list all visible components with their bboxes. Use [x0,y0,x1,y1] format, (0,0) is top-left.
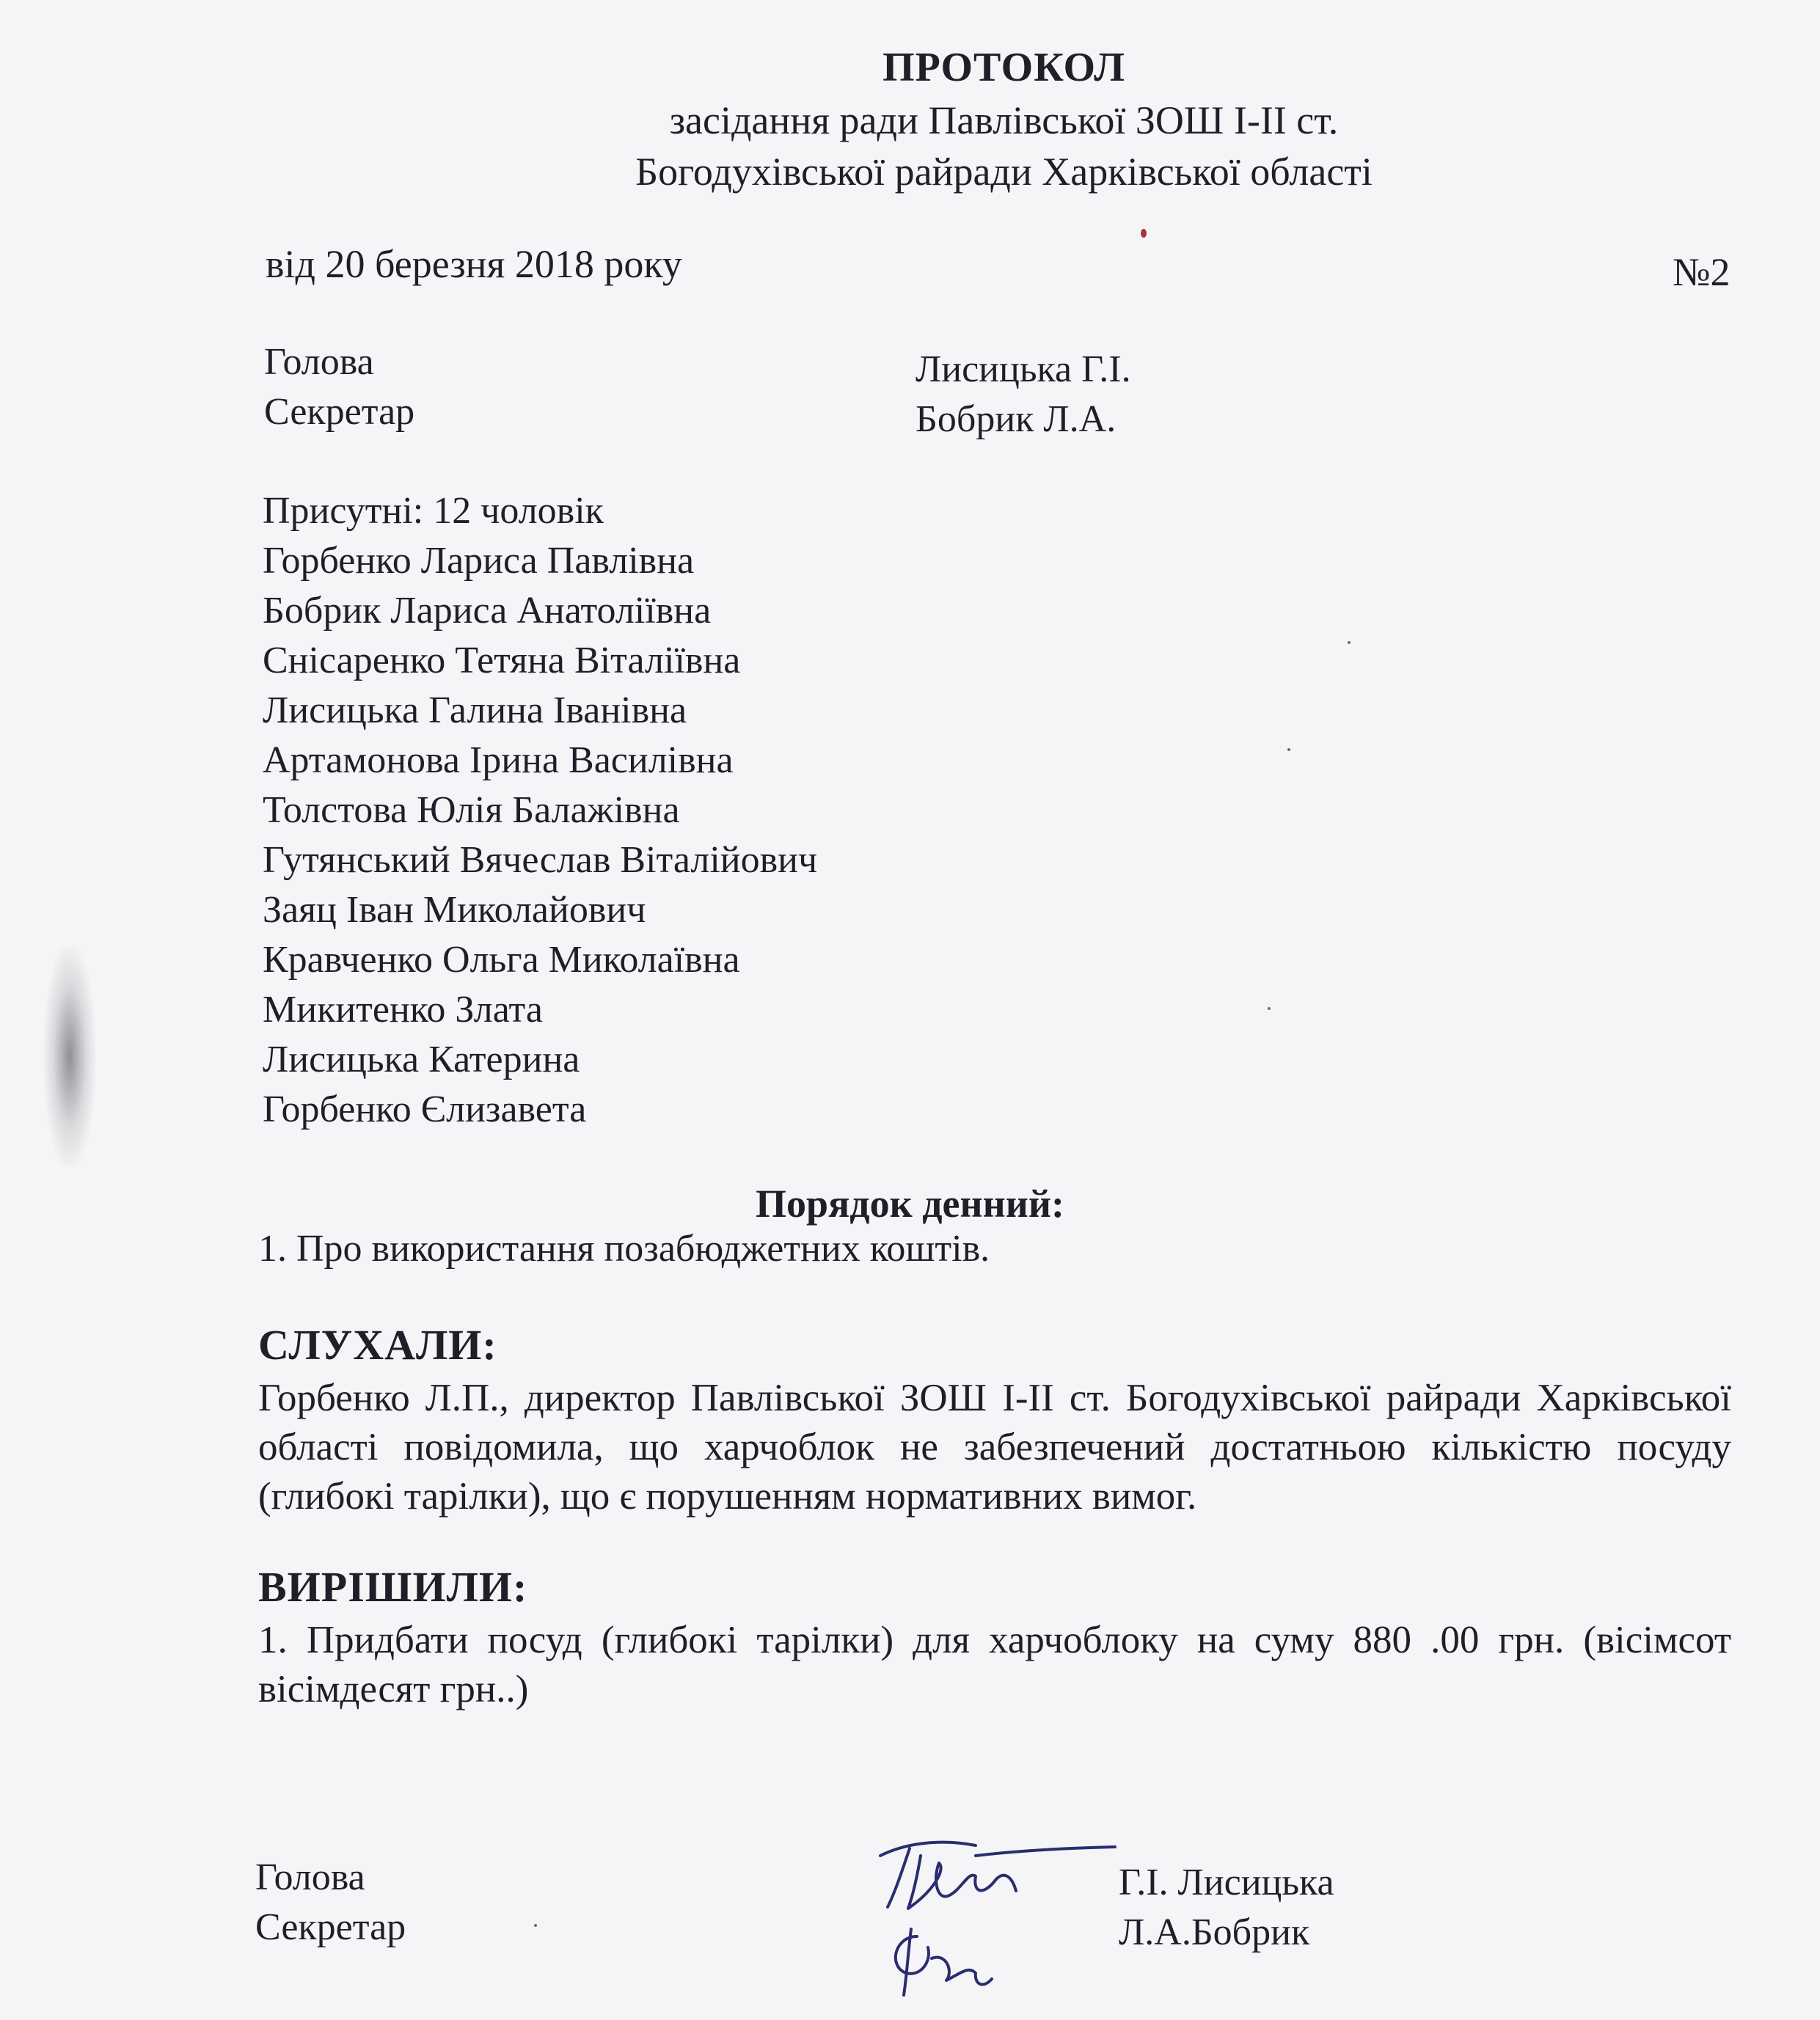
document-subtitle-line2: Богодухівської райради Харківської області [635,150,1373,194]
meeting-date: від 20 березня 2018 року [266,242,682,286]
scan-speck [534,1924,537,1927]
attendee: Гутянський Вячеслав Віталійович [263,839,818,881]
agenda-item: 1. Про використання позабюджетних коштів. [258,1228,990,1270]
attendee: Кравченко Ольга Миколаївна [263,939,740,981]
document-subtitle-line1: засідання ради Павлівської ЗОШ І-ІІ ст. [669,98,1339,142]
protocol-number: №2 [1673,250,1731,294]
handwritten-signature-icon [866,1826,1130,2017]
attendee: Горбенко Єлизавета [263,1088,587,1130]
decided-heading: ВИРІШИЛИ: [258,1563,528,1611]
attendee: Артамонова Ірина Василівна [263,739,734,781]
footer-role-secretary: Секретар [255,1906,406,1948]
secretary-name: Бобрик Л.А. [916,398,1117,440]
attendee: Микитенко Злата [263,989,543,1031]
footer-roles [255,1853,406,1953]
attendee: Снісаренко Тетяна Віталіївна [263,640,741,681]
chair-name: Лисицька Г.І. [916,348,1131,390]
attendee: Лисицька Галина Іванівна [263,689,687,731]
footer-chair-name: Г.І. Лисицька [1119,1862,1334,1903]
scan-speck [1287,748,1290,751]
agenda-heading: Порядок денний: [756,1182,1064,1226]
document-title: ПРОТОКОЛ [882,45,1125,90]
attendee: Горбенко Лариса Павлівна [263,540,695,582]
footer-names [1119,1858,1334,1958]
attendees-count: Присутні: 12 чоловік [263,490,604,532]
attendee: Заяц Іван Миколайович [263,889,646,931]
officer-roles [264,337,414,437]
footer-secretary-name: Л.А.Бобрик [1119,1911,1310,1953]
role-chair: Голова [264,341,374,383]
footer-role-chair: Голова [255,1856,365,1898]
decided-text: 1. Придбати посуд (глибокі тарілки) для харчоблоку на суму 880 .00 грн. (вісімсот вісімдесят грн..) [258,1619,1731,1710]
scan-speck [1268,1007,1271,1010]
heard-text: Горбенко Л.П., директор Павлівської ЗОШ І-ІІ ст. Богодухівської райради Харківської області повідомила, що харчоблок не забезпечений достатньою кількістю посуду (глибокі тарілки), що є порушенням нормативних вимог. [258,1377,1731,1518]
attendee: Бобрик Лариса Анатоліївна [263,590,712,632]
scan-speck [1141,229,1147,238]
attendee: Лисицька Катерина [263,1039,580,1080]
role-secretary: Секретар [264,391,415,433]
attendee: Толстова Юлія Балажівна [263,789,680,831]
scan-smudge [44,946,95,1166]
officer-names [916,345,1131,444]
attendees-list [263,486,817,1135]
scan-speck [1348,641,1351,644]
heard-heading: СЛУХАЛИ: [258,1321,497,1369]
